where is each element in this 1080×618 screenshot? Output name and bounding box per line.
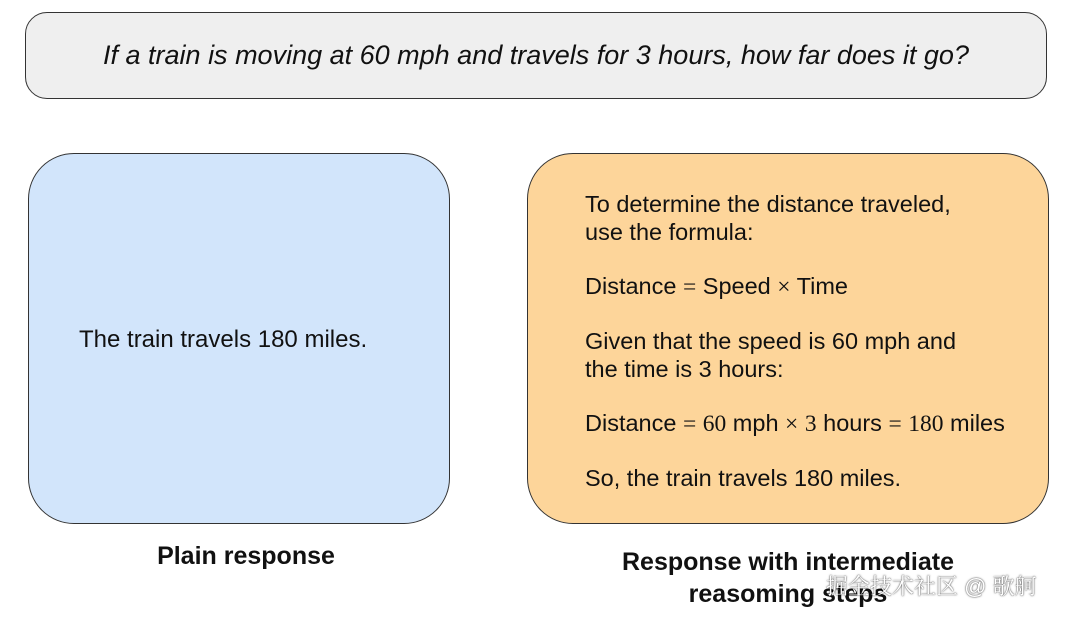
caption-line-2: reasoming steps xyxy=(688,580,888,608)
formula-distance: Distance xyxy=(585,273,677,299)
calc-speed-value: 60 xyxy=(702,411,727,437)
formula-equals: = xyxy=(682,274,697,300)
calc-distance: Distance xyxy=(585,410,677,436)
reasoning-steps xyxy=(585,190,1035,492)
caption-line-1: Response with intermediate xyxy=(621,548,955,576)
question-box xyxy=(25,12,1047,99)
intro-line-1: To determine the distance traveled, xyxy=(585,191,951,217)
intro-line-2: use the formula: xyxy=(585,219,754,245)
conclusion-line: So, the train travels 180 miles. xyxy=(585,465,902,491)
question-text: If a train is moving at 60 mph and travels for 3 hours, how far does it go? xyxy=(103,40,969,70)
calc-times: × xyxy=(785,411,799,437)
calc-time-unit: hours xyxy=(823,410,882,436)
calc-result-value: 180 xyxy=(908,411,944,437)
plain-response-text: The train travels 180 miles. xyxy=(79,326,368,353)
calc-time-value: 3 xyxy=(804,411,817,437)
calc-result-unit: miles xyxy=(950,410,1005,436)
watermark: 掘金技术社区 @ 歌舸 xyxy=(826,574,1037,599)
plain-response-caption: Plain response xyxy=(157,542,335,570)
calc-equals-1: = xyxy=(682,411,697,437)
reasoning-response-box xyxy=(527,153,1049,524)
calculation-line xyxy=(585,409,1035,438)
calc-equals-2: = xyxy=(888,411,902,437)
formula-line xyxy=(585,272,1035,301)
formula-speed: Speed xyxy=(702,273,771,299)
given-line-1: Given that the speed is 60 mph and xyxy=(585,328,957,354)
given-line-2: the time is 3 hours: xyxy=(585,356,784,382)
formula-times: × xyxy=(777,274,791,300)
formula-time: Time xyxy=(796,273,848,299)
calc-speed-unit: mph xyxy=(732,410,779,436)
plain-response-box xyxy=(28,153,450,524)
